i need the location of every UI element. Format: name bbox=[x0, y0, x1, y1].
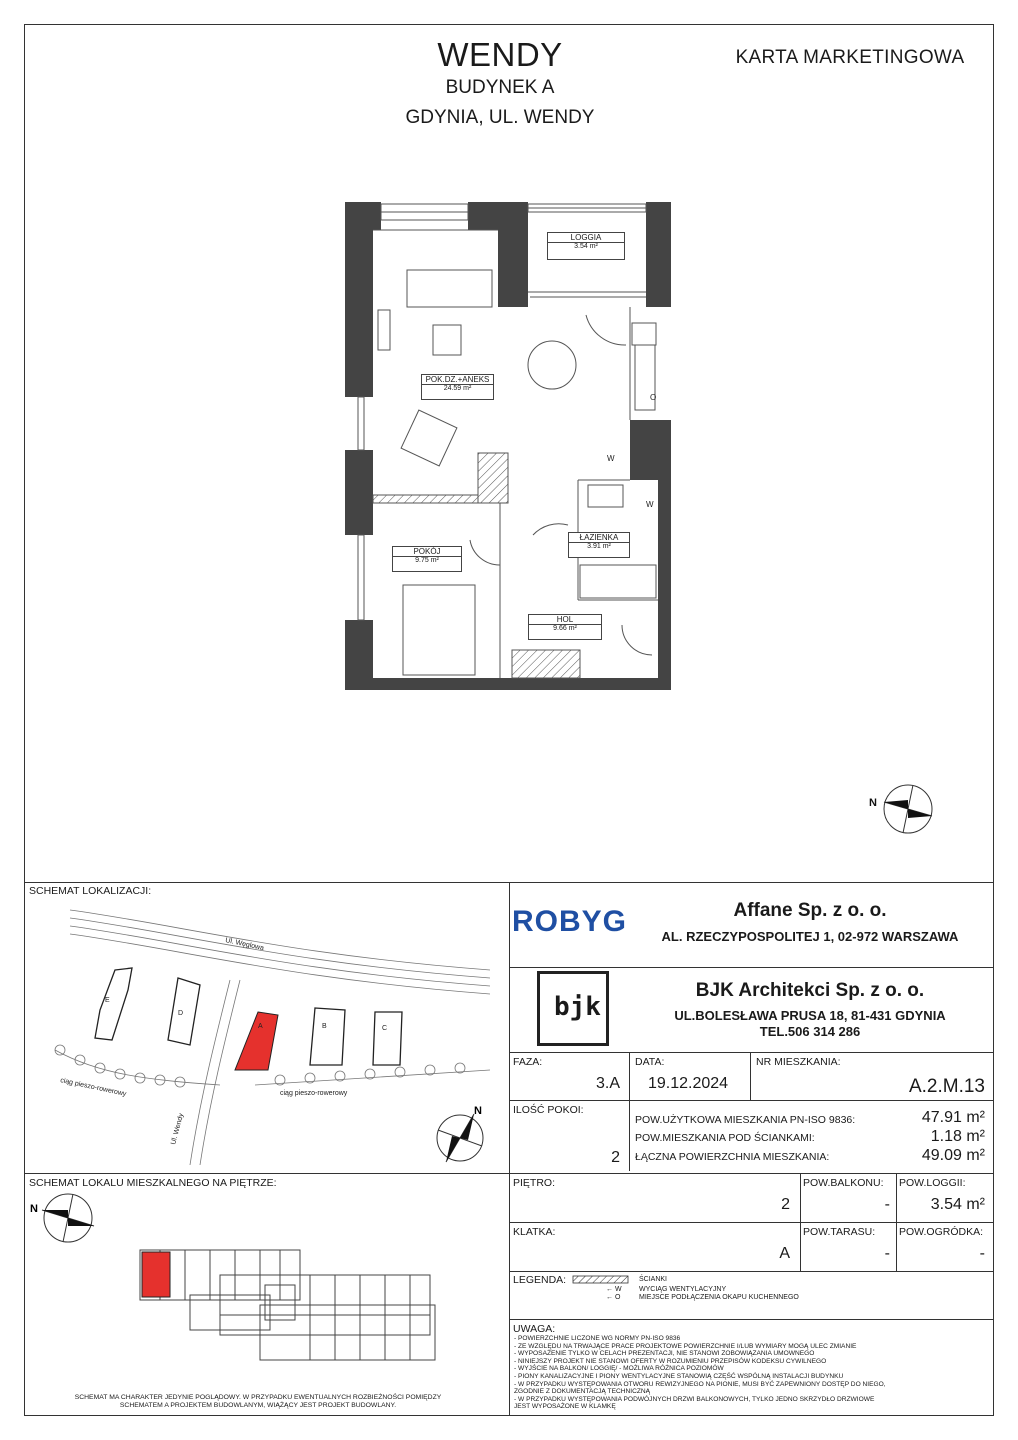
path-label-1: ciąg pieszo-rowerowy bbox=[59, 1077, 127, 1098]
taras-value: - bbox=[884, 1245, 890, 1262]
nr-value: A.2.M.13 bbox=[908, 1076, 985, 1097]
building-d-label: D bbox=[178, 1010, 184, 1017]
building-a-label: A bbox=[258, 1023, 263, 1030]
vent-mark-bath: W bbox=[646, 500, 654, 509]
architect-phone: TEL.506 314 286 bbox=[759, 1024, 861, 1039]
pow-uzytkowa-label: POW.UŻYTKOWA MIESZKANIA PN-ISO 9836: bbox=[635, 1114, 856, 1126]
pow-sciankami-value: 1.18 m² bbox=[930, 1128, 985, 1145]
legend-label: LEGENDA: bbox=[513, 1274, 567, 1286]
floor-scheme-label: SCHEMAT LOKALU MIESZKALNEGO NA PIĘTRZE: bbox=[29, 1177, 277, 1189]
room-label-living: POK.DZ.+ANEKS 24.59 m² bbox=[421, 374, 494, 400]
uwaga-list bbox=[514, 1335, 886, 1411]
uwaga-item: - ZE WZGLĘDU NA TRWAJĄCE PRACE PROJEKTOWE POWIERZCHNIE I/LUB WYMIARY MOGĄ ULEC ZMIANIE bbox=[514, 1342, 857, 1350]
dining-table bbox=[528, 341, 576, 389]
room-label-hall: HOL 9.66 m² bbox=[528, 614, 602, 640]
nr-label: NR MIESZKANIA: bbox=[756, 1056, 841, 1068]
uwaga-item: JEST WYPOSAŻONE W KLAMKĘ bbox=[514, 1403, 616, 1411]
data-value: 19.12.2024 bbox=[648, 1075, 729, 1092]
robyg-logo: ROBYG bbox=[512, 905, 628, 938]
street-label-wendy: Ul. Wendy bbox=[170, 1112, 186, 1146]
hall-wardrobe bbox=[512, 650, 580, 678]
pow-laczna-value: 49.09 m² bbox=[921, 1147, 985, 1164]
north-label-floor: N bbox=[30, 1203, 38, 1215]
building-b-shape bbox=[310, 1008, 345, 1065]
loggia-value: 3.54 m² bbox=[930, 1196, 985, 1213]
uwaga-item: - W PRZYPADKU WYSTĘPOWANIA PODWÓJNYCH DRZWI BALKONOWYCH, TYLKO JEDNO SKRZYDŁO DRZWIOWE bbox=[514, 1395, 875, 1403]
bjk-logo bbox=[537, 971, 609, 1046]
architect-address: UL.BOLESŁAWA PRUSA 18, 81-431 GDYNIA bbox=[674, 1008, 946, 1023]
faza-value: 3.A bbox=[595, 1075, 620, 1092]
uwaga-item: - PIONY KANALIZACYJNE I PIONY WENTYLACYJNE STANOWIĄ CZĘŚĆ WSPÓLNĄ INSTALACJI BUDYNKU bbox=[514, 1372, 844, 1380]
pietro-value: 2 bbox=[781, 1196, 790, 1213]
tv-cabinet bbox=[378, 310, 390, 350]
north-arrow-floor bbox=[28, 1190, 98, 1250]
floor-plan bbox=[330, 195, 690, 705]
pokoje-value: 2 bbox=[611, 1149, 620, 1166]
path-label-2: ciąg pieszo-rowerowy bbox=[280, 1090, 348, 1097]
sink bbox=[632, 323, 656, 345]
pietro-label: PIĘTRO: bbox=[513, 1177, 556, 1189]
faza-label: FAZA: bbox=[513, 1056, 543, 1068]
project-address: GDYNIA, UL. WENDY bbox=[405, 107, 595, 128]
floor-scheme-map bbox=[130, 1245, 440, 1370]
legend-vent: WYCIĄG WENTYLACYJNY bbox=[639, 1286, 727, 1293]
building-e-label: E bbox=[105, 997, 110, 1004]
building-name: BUDYNEK A bbox=[445, 77, 555, 98]
room-label-loggia: LOGGIA 3.54 m² bbox=[547, 232, 625, 260]
klatka-label: KLATKA: bbox=[513, 1226, 556, 1238]
legend-hood-mark-text: O bbox=[614, 1294, 621, 1301]
location-scheme-label: SCHEMAT LOKALIZACJI: bbox=[29, 885, 152, 897]
room-label-bathroom: ŁAZIENKA 3.91 m² bbox=[568, 532, 630, 558]
hood-mark: O bbox=[650, 393, 657, 402]
building-c-label: C bbox=[382, 1025, 388, 1032]
pow-sciankami-label: POW.MIESZKANIA POD ŚCIANKAMI: bbox=[635, 1132, 815, 1144]
balkon-label: POW.BALKONU: bbox=[803, 1177, 884, 1189]
uwaga-label: UWAGA: bbox=[513, 1323, 556, 1335]
vent-mark-kitchen: W bbox=[607, 454, 615, 463]
building-b-label: B bbox=[322, 1023, 327, 1030]
uwaga-item: - W PRZYPADKU WYSTĘPOWANIA OTWORU REWIZYJNEGO NA PIONIE, MUSI BYĆ ZAPEWNIONY DOSTĘP DO NIEGO, bbox=[514, 1380, 886, 1388]
developer-name: Affane Sp. z o. o. bbox=[733, 900, 887, 921]
bjk-logo-text: bjk bbox=[554, 992, 601, 1022]
floor-scheme-note bbox=[30, 1394, 486, 1410]
legend-walls-swatch bbox=[572, 1275, 632, 1285]
developer-address: AL. RZECZYPOSPOLITEJ 1, 02-972 WARSZAWA bbox=[661, 929, 959, 944]
sofa bbox=[407, 270, 492, 307]
uwaga-item: - WYJŚCIE NA BALKON/ LOGGIĘ/ - MOŻLIWA RÓŻNICA POZIOMÓW bbox=[514, 1365, 724, 1373]
legend-walls: ŚCIANKI bbox=[639, 1276, 668, 1283]
pow-uzytkowa-value: 47.91 m² bbox=[921, 1109, 985, 1126]
building-a-highlight bbox=[235, 1012, 278, 1070]
architect-name: BJK Architekci Sp. z o. o. bbox=[695, 980, 925, 1001]
floor-scheme-note-2: SCHEMATEM A PROJEKTEM BUDOWLANYM, WIĄŻĄCY JEST PROJEKT BUDOWLANY. bbox=[119, 1402, 397, 1409]
balkon-value: - bbox=[884, 1196, 890, 1213]
ogrodek-label: POW.OGRÓDKA: bbox=[899, 1226, 984, 1238]
north-arrow-location bbox=[430, 1100, 495, 1170]
exterior-walls bbox=[345, 202, 671, 690]
uwaga-item: - NINIEJSZY PROJEKT NIE STANOWI OFERTY W ROZUMIENIU PRZEPISÓW KODEKSU CYWILNEGO bbox=[514, 1357, 827, 1365]
north-label-plan: N bbox=[869, 797, 877, 809]
loggia-label: POW.LOGGII: bbox=[899, 1177, 966, 1189]
hatched-wall bbox=[478, 453, 508, 503]
card-type: KARTA MARKETINGOWA bbox=[735, 47, 965, 68]
ogrodek-value: - bbox=[979, 1245, 985, 1262]
legend-hood: MIEJSCE PODŁĄCZENIA OKAPU KUCHENNEGO bbox=[639, 1294, 799, 1301]
legend-hood-mark: ← O bbox=[606, 1294, 621, 1301]
building-c-shape bbox=[373, 1012, 402, 1065]
floor-scheme-note-1: SCHEMAT MA CHARAKTER JEDYNIE POGLĄDOWY. W PRZYPADKU EWENTUALNYCH ROZBIEŻNOŚCI POMIĘDZY bbox=[74, 1394, 442, 1401]
north-arrow-plan bbox=[865, 780, 940, 840]
project-title: WENDY bbox=[437, 36, 563, 73]
legend-vent-mark: ← W bbox=[606, 1286, 622, 1293]
pow-laczna-label: ŁĄCZNA POWIERZCHNIA MIESZKANIA: bbox=[635, 1151, 830, 1163]
taras-label: POW.TARASU: bbox=[803, 1226, 876, 1238]
uwaga-item: ZGODNIE Z DOKUMENTACJĄ TECHNICZNĄ bbox=[514, 1388, 651, 1396]
building-d-shape bbox=[168, 978, 200, 1045]
armchair bbox=[433, 325, 461, 355]
apartment-highlight bbox=[142, 1252, 170, 1297]
street-label-weglowa: Ul. Węglowa bbox=[224, 937, 265, 953]
bed bbox=[403, 585, 475, 675]
toilet bbox=[588, 485, 623, 507]
data-label: DATA: bbox=[635, 1056, 665, 1068]
legend-vent-mark-text: W bbox=[614, 1286, 622, 1293]
pokoje-label: ILOŚĆ POKOI: bbox=[513, 1104, 584, 1116]
window-left-2 bbox=[358, 535, 364, 620]
room-label-bedroom: POKÓJ 9.75 m² bbox=[392, 546, 462, 572]
uwaga-item: - POWIERZCHNIE LICZONE WG NORMY PN-ISO 9836 bbox=[514, 1335, 681, 1342]
north-label-location: N bbox=[474, 1105, 482, 1117]
uwaga-item: - WYPOSAŻENIE TYLKO W CELACH PREZENTACJI, NIE STANOWI ZOBOWIĄZANIA UMOWNEGO bbox=[514, 1350, 815, 1358]
bathtub bbox=[580, 565, 656, 598]
window-left-1 bbox=[358, 397, 364, 450]
armchair-2 bbox=[401, 410, 457, 466]
building-e-shape bbox=[95, 968, 132, 1040]
klatka-value: A bbox=[779, 1245, 790, 1262]
